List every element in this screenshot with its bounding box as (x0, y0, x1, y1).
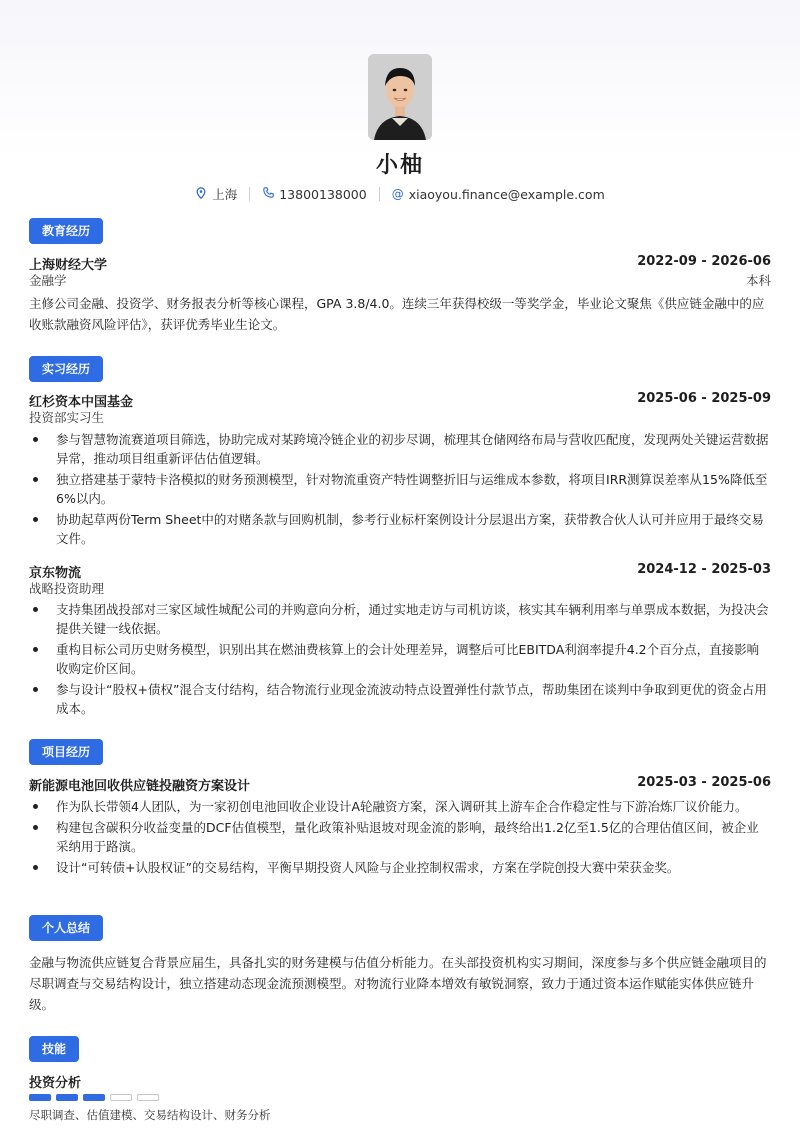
section-heading-projects: 项目经历 (29, 739, 103, 765)
skill-level-empty-segment (137, 1094, 159, 1101)
list-item: 构建包含碳积分收益变量的DCF估值模型，量化政策补贴退坡对现金流的影响，最终给出1.2亿至1.5亿的合理估值区间，被企业采纳用于路演。 (29, 818, 771, 856)
contact-email (392, 187, 605, 202)
list-item: 重构目标公司历史财务模型，识别出其在燃油费核算上的会计处理差异，调整后可比EBITDA利润率提升4.2个百分点，直接影响收购定价区间。 (29, 640, 771, 678)
role: 投资部实习生 (29, 410, 105, 425)
divider (249, 187, 250, 201)
contact-location (195, 185, 237, 203)
list-item: 协助起草两份Term Sheet中的对赌条款与回购机制，参考行业标杆案例设计分层退出方案，获带教合伙人认可并应用于最终交易文件。 (29, 510, 771, 548)
list-item: 作为队长带领4人团队，为一家初创电池回收企业设计A轮融资方案，深入调研其上游车企合作稳定性与下游冶炼厂议价能力。 (29, 797, 771, 816)
skill-level-meter (29, 1094, 159, 1101)
skill-level-empty-segment (110, 1094, 132, 1101)
resume-header (0, 54, 800, 203)
summary-text: 金融与物流供应链复合背景应届生，具备扎实的财务建模与估值分析能力。在头部投资机构实习期间，深度参与多个供应链金融项目的尽职调查与交易结构设计，独立搭建动态现金流预测模型。对物流行业降本增效有敏锐洞察，致力于通过资本运作赋能实体供应链升级。 (29, 955, 767, 1012)
school-name: 上海财经大学 (29, 258, 108, 273)
contact-line (0, 185, 800, 203)
skill-level-filled-segment (83, 1094, 105, 1101)
location-text: 上海 (212, 187, 238, 202)
phone-text: 13800138000 (279, 186, 367, 202)
skill-level-filled-segment (56, 1094, 78, 1101)
company-name: 京东物流 (29, 566, 82, 581)
internship-dates: 2024-12 - 2025-03 (637, 562, 771, 577)
skill-detail-row (29, 1107, 771, 1123)
internship-role-row (29, 579, 771, 597)
project-bullets (29, 797, 771, 879)
internship-dates: 2025-06 - 2025-09 (637, 391, 771, 406)
skill-level-filled-segment (29, 1094, 51, 1101)
contact-phone (262, 187, 366, 202)
section-heading-internships: 实习经历 (29, 356, 103, 382)
candidate-name: 小柚 (375, 153, 424, 178)
company-name: 红杉资本中国基金 (29, 395, 134, 410)
major: 金融学 (29, 273, 67, 288)
skill-detail: 尽职调查、估值建模、交易结构设计、财务分析 (29, 1108, 271, 1122)
divider (379, 187, 380, 201)
internship-bullets (29, 600, 771, 720)
list-item: 独立搭建基于蒙特卡洛模拟的财务预测模型，针对物流重资产特性调整折旧与运维成本参数，将项目IRR测算误差率从15%降低至6%以内。 (29, 470, 771, 508)
degree: 本科 (745, 273, 771, 288)
skill-name-row (29, 1072, 771, 1091)
skill-name: 投资分析 (29, 1076, 82, 1091)
project-dates: 2025-03 - 2025-06 (637, 775, 771, 790)
section-heading-skills: 技能 (29, 1036, 79, 1062)
section-heading-summary: 个人总结 (29, 915, 103, 941)
at-sign-icon: @ (391, 187, 404, 201)
project-name: 新能源电池回收供应链投融资方案设计 (29, 779, 251, 794)
education-subheader (29, 271, 771, 289)
list-item: 设计“可转债+认股权证”的交易结构，平衡早期投资人风险与企业控制权需求，方案在学院创投大赛中荣获金奖。 (29, 858, 771, 877)
map-pin-icon (195, 187, 207, 202)
education-description: 主修公司金融、投资学、财务报表分析等核心课程，GPA 3.8/4.0。连续三年获得校级一等奖学金，毕业论文聚焦《供应链金融中的应收账款融资风险评估》，获评优秀毕业生论文。 (29, 296, 765, 332)
internship-role-row (29, 408, 771, 426)
avatar (368, 54, 432, 140)
internship-bullets (29, 430, 771, 550)
list-item: 支持集团战投部对三家区域性城配公司的并购意向分析，通过实地走访与司机访谈，核实其车辆利用率与单票成本数据，为投决会提供关键一线依据。 (29, 600, 771, 638)
list-item: 参与智慧物流赛道项目筛选，协助完成对某跨境冷链企业的初步尽调，梳理其仓储网络布局与营收匹配度，发现两处关键运营数据异常，推动项目组重新评估估值逻辑。 (29, 430, 771, 468)
education-dates: 2022-09 - 2026-06 (637, 254, 771, 269)
phone-icon (262, 187, 274, 201)
list-item: 参与设计“股权+债权”混合支付结构，结合物流行业现金流波动特点设置弹性付款节点，帮助集团在谈判中争取到更优的资金占用成本。 (29, 680, 771, 718)
email-link[interactable]: xiaoyou.finance@example.com (408, 186, 605, 202)
section-heading-education: 教育经历 (29, 218, 103, 244)
role: 战略投资助理 (29, 581, 105, 596)
avatar-photo (368, 54, 432, 140)
project-header (29, 775, 771, 794)
